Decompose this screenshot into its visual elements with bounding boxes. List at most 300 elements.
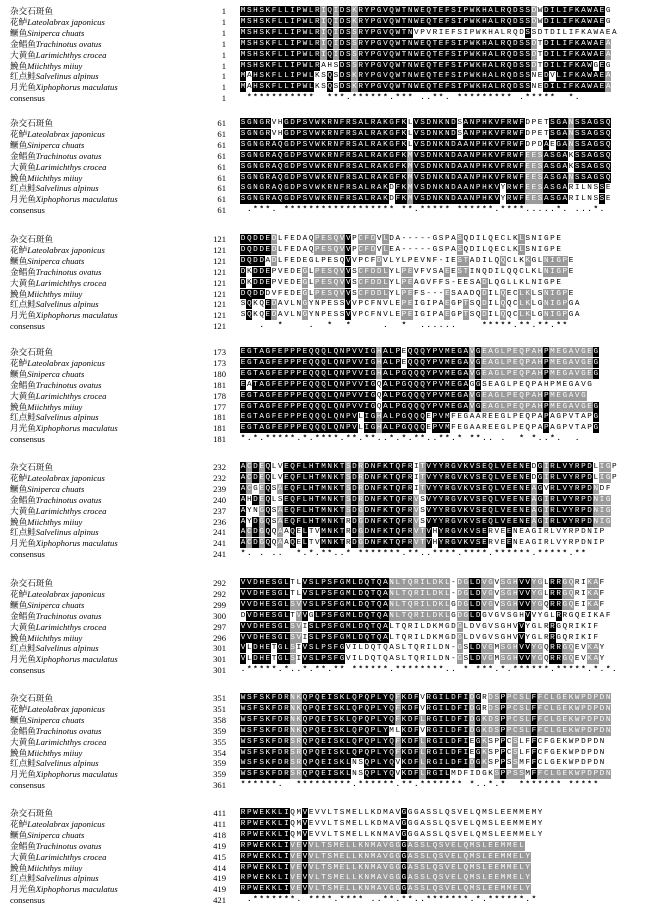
- species-name: [10, 162, 200, 172]
- species-name: [10, 71, 200, 81]
- consensus-label: consensus: [10, 895, 45, 906]
- sequence-row: [0, 369, 647, 379]
- species-name: [10, 369, 200, 379]
- sequence-residues: W S F S K F D R S R Q P Q E I S K L N S Q P L Y Q V K D F L R G I L M D F I D G K S P P S S M F F C L G E K W P D P D N: [240, 770, 611, 779]
- position-number: 354: [213, 747, 226, 758]
- sequence-residues: A C D G Q Q A A Q E L T V M N K T R D G D N F K T Q F R V T V H Y R G V K V S E R V E E N E A G I R L V Y R P D N I P: [240, 539, 605, 548]
- species-name: [10, 358, 200, 368]
- species-name-latin: Larimichthys crocea: [35, 621, 107, 632]
- species-name-cn: 月光鱼: [10, 538, 36, 549]
- position-number: 301: [213, 643, 226, 654]
- sequence-row: [0, 28, 647, 38]
- sequence-row: [0, 484, 647, 494]
- species-name-cn: 杂交石斑鱼: [10, 693, 53, 703]
- species-name-latin: Siniperca chuats: [27, 829, 85, 840]
- consensus-label: consensus: [10, 93, 45, 104]
- sequence-residues: E G T A G F E P P P E Q Q Q L Q N P V V I G Q A L P G Q Q Q Y P V M E G A V G E A G L P E Q P A H P M E G A V G E G: [240, 402, 599, 411]
- species-name-latin: Miichthys miiuy: [27, 401, 83, 412]
- sequence-row: [0, 758, 647, 768]
- sequence-row: [0, 17, 647, 27]
- species-name-cn: 红点鲑: [10, 412, 36, 423]
- species-name: [10, 473, 200, 483]
- consensus-label: consensus: [10, 205, 45, 216]
- species-name-cn: 红点鲑: [10, 299, 36, 310]
- species-name: [10, 611, 200, 621]
- species-name-latin: Lateolabrax japonicus: [27, 357, 105, 368]
- sequence-residues: D Q D D D V F E D E G L P E S Q V V S C F D D L Y L P E F S - - - E S A A D Q D I L Q E C L K L S N I G P E: [240, 289, 574, 298]
- sequence-row: [0, 267, 647, 277]
- species-name-latin: Trachinotus ovatus: [35, 725, 102, 736]
- sequence-row: [0, 462, 647, 472]
- species-name: [10, 173, 200, 183]
- sequence-row: [0, 402, 647, 412]
- species-name-cn: 月光鱼: [10, 654, 36, 665]
- position-number: 421: [213, 895, 226, 906]
- alignment-block: [0, 578, 647, 676]
- species-name-latin: Salvelinus alpinus: [35, 873, 99, 884]
- sequence-row: [0, 278, 647, 288]
- sequence-row: [0, 611, 647, 621]
- sequence-residues: M A H S K F L L I P W L K S Q S D S K R Y P G V Q W T N W E Q T E F S I P W K H A L R Q D S S N E D I L I F K A W A E A: [240, 83, 611, 92]
- consensus-symbols: * . . . . * . * . * * . . * * * * * * * * . * * . . * * * * . * * * * . * * * * * * . * * * * * . * *: [240, 549, 605, 559]
- species-name-latin: Miichthys miiuy: [27, 747, 83, 758]
- sequence-residues: W S F S K F D R S R Q P Q E I S K L Q P Q P L Y Q F K D F L R G I L D F I E G K S P P C S L F F C F G E K W P D P D N: [240, 748, 605, 757]
- position-number: 121: [213, 310, 226, 321]
- sequence-residues: R P W E K K L I V E V V L T S M E L L K N M A V G G G A S S L Q S V E L Q M S L E E M M E L Y: [240, 863, 531, 872]
- position-number: 361: [213, 780, 226, 791]
- species-name-cn: 红点鲑: [10, 643, 36, 654]
- position-number: 61: [217, 161, 226, 172]
- species-name-cn: 杂交石斑鱼: [10, 6, 53, 16]
- species-name-latin: Lateolabrax japonicus: [27, 703, 105, 714]
- species-name-latin: Larimichthys crocea: [35, 390, 107, 401]
- species-name-cn: 鮸鱼: [10, 401, 28, 412]
- consensus-row: [0, 665, 647, 675]
- sequence-row: [0, 82, 647, 92]
- sequence-row: [0, 737, 647, 747]
- sequence-residues: S Q K Q E D A V L N G Y N P E S S V V P C F N V L E P E I G I P A E G P T S Q D I L Q Q C L K L G N I G P G A: [240, 300, 580, 309]
- sequence-row: [0, 380, 647, 390]
- sequence-row: [0, 830, 647, 840]
- species-name-latin: Siniperca chuats: [27, 714, 85, 725]
- sequence-row: [0, 633, 647, 643]
- position-number: 419: [213, 840, 226, 851]
- position-number: 359: [213, 769, 226, 780]
- species-name-latin: Xiphophorus maculatus: [35, 654, 118, 665]
- position-number: 61: [217, 172, 226, 183]
- species-name: [10, 495, 200, 505]
- sequence-row: [0, 715, 647, 725]
- species-name: [10, 622, 200, 632]
- species-name-latin: Miichthys miiuy: [27, 632, 83, 643]
- sequence-residues: D V D H E S G L T V V G L P S F G M L D Q T Q A N L T Q R I L D K L G D G L D G V G V S G H V V Y G L R R G Q E I K A F: [240, 611, 611, 620]
- species-name-latin: Salvelinus alpinus: [35, 643, 99, 654]
- sequence-residues: S G N G R V H G D P S V W K R N F R S A L R A K G F K L V S D N K N D S A N P H K V F R W F D P E T S G A N S S A G S Q: [240, 129, 611, 138]
- sequence-row: [0, 495, 647, 505]
- species-name-cn: 金鲳鱼: [10, 38, 36, 49]
- sequence-residues: D Q D D E D L F E D A Q P E S Q V V P C F D V L D A - - - - - G S P A S Q D I L Q E C L K L S N I G P E: [240, 235, 561, 243]
- species-name: [10, 151, 200, 161]
- position-number: 236: [213, 516, 226, 527]
- position-number: 1: [221, 93, 226, 104]
- sequence-residues: M S H S K F L L I P W L R I Q I D S K R Y P G V Q W T N W E Q T E F S I P W K H A L R Q D S S D W D I L I F K A W A E G: [240, 17, 611, 26]
- sequence-residues: A H D E Q L S E Q F L H T M N K T S D R D N F K T Q F R V S V Y Y R G V K V S E Q L V E E N E A G I R L V Y R P D N I G: [240, 495, 611, 504]
- species-name-cn: 金鲳鱼: [10, 725, 36, 736]
- species-name-latin: Xiphophorus maculatus: [35, 884, 118, 895]
- sequence-row: [0, 643, 647, 653]
- species-name: [10, 748, 200, 758]
- species-name-cn: 杂交石斑鱼: [10, 234, 53, 244]
- sequence-residues: W S F S K F D R N K Q P Q E I S K L Q P Q P L Y Q F K D F V R G I L D F I D G R D S P P C S L F F C L G E K W P D P D N: [240, 704, 611, 713]
- position-number: 121: [213, 277, 226, 288]
- alignment-block: [0, 118, 647, 216]
- consensus-label: consensus: [10, 434, 45, 445]
- position-number: 173: [213, 347, 226, 357]
- position-number: 121: [213, 299, 226, 310]
- sequence-row: [0, 234, 647, 244]
- species-name-cn: 月光鱼: [10, 82, 36, 93]
- species-name-cn: 杂交石斑鱼: [10, 808, 53, 818]
- species-name: [10, 819, 200, 829]
- species-name-latin: Salvelinus alpinus: [35, 183, 99, 194]
- species-name-cn: 鳜鱼: [10, 829, 28, 840]
- species-name: [10, 50, 200, 60]
- position-number: 177: [213, 401, 226, 412]
- species-name: [10, 118, 200, 128]
- position-number: 1: [221, 82, 226, 93]
- species-name-cn: 大黄鱼: [10, 277, 36, 288]
- sequence-row: [0, 118, 647, 128]
- species-name-cn: 鮸鱼: [10, 747, 28, 758]
- sequence-row: [0, 310, 647, 320]
- species-name: [10, 39, 200, 49]
- sequence-residues: E G T A G F E P P P E Q Q Q L Q N P V V I G Q A L P G Q Q Q Y P V M E G A V G E A G L P E Q P A H P M E G A V G: [240, 391, 586, 400]
- sequence-residues: S G N G R A Q G D P S V W K R N F R S A L R A K G F K M V S D N K N D A A N P H K V F R W F E E S A S G A K S S A G S Q: [240, 162, 611, 171]
- position-number: 1: [221, 49, 226, 60]
- alignment-block: [0, 693, 647, 791]
- sequence-row: [0, 884, 647, 894]
- species-name-cn: 鳜鱼: [10, 599, 28, 610]
- species-name-cn: 大黄鱼: [10, 49, 36, 60]
- consensus-label: consensus: [10, 321, 45, 332]
- sequence-residues: M S H S K F L L I P W L R I Q I D S S R Y P G V Q W T N V P V R I E F S I P W K H A L R Q D S S D T D I L I F K A W A E A: [240, 28, 617, 37]
- species-name-cn: 大黄鱼: [10, 161, 36, 172]
- sequence-residues: R P W E K K L I V E V V L T S M E L L K N M A V G G G A S S L Q S V E L Q M S L E E M M E L: [240, 841, 524, 850]
- species-name: [10, 423, 200, 433]
- sequence-row: [0, 151, 647, 161]
- species-name-cn: 月光鱼: [10, 194, 36, 205]
- species-name-cn: 杂交石斑鱼: [10, 578, 53, 588]
- species-name-latin: Siniperca chuats: [27, 368, 85, 379]
- species-name: [10, 129, 200, 139]
- sequence-row: [0, 506, 647, 516]
- sequence-row: [0, 863, 647, 873]
- consensus-symbols: * . * . * * * * * . * . * * * * . * * . * * . . * . * . * * . . * * . * * * . . . * * . . * . .: [240, 434, 593, 444]
- sequence-residues: M S H S K F L L I P W L R I Q I D S S R Y P G V Q W T N W E Q T E F S I P W K H A L R Q D S S D T D I L I F K A W A E A: [240, 50, 611, 59]
- species-name-cn: 金鲳鱼: [10, 840, 36, 851]
- sequence-residues: R P W E K K L I V E V V L T S M E L L K N M A V G G G A S S L Q S V E L Q M S L E E M M E L Y: [240, 874, 531, 883]
- species-name: [10, 737, 200, 747]
- species-name-latin: Larimichthys crocea: [35, 851, 107, 862]
- species-name: [10, 527, 200, 537]
- species-name: [10, 808, 200, 818]
- position-number: 240: [213, 494, 226, 505]
- position-number: 359: [213, 725, 226, 736]
- species-name-latin: Siniperca chuats: [27, 255, 85, 266]
- sequence-residues: A C D E Q L V E Q F L H T M N K T S D R D N F K T Q F R I T V Y Y R G V K V S E Q L V E E N E D G I R L V Y R P D L I G P: [240, 463, 617, 471]
- position-number: 292: [213, 578, 226, 588]
- position-number: 239: [213, 483, 226, 494]
- species-name-cn: 月光鱼: [10, 884, 36, 895]
- sequence-row: [0, 693, 647, 703]
- sequence-row: [0, 162, 647, 172]
- sequence-row: [0, 358, 647, 368]
- consensus-row: [0, 93, 647, 103]
- species-name: [10, 589, 200, 599]
- sequence-row: [0, 140, 647, 150]
- position-number: 121: [213, 321, 226, 332]
- position-number: 241: [213, 538, 226, 549]
- species-name: [10, 310, 200, 320]
- species-name: [10, 704, 200, 714]
- sequence-row: [0, 538, 647, 548]
- position-number: 181: [213, 434, 226, 445]
- species-name-cn: 杂交石斑鱼: [10, 462, 53, 472]
- sequence-row: [0, 256, 647, 266]
- sequence-row: [0, 704, 647, 714]
- species-name: [10, 758, 200, 768]
- consensus-label: consensus: [10, 665, 45, 676]
- position-number: 1: [221, 6, 226, 16]
- position-number: 296: [213, 632, 226, 643]
- position-number: 121: [213, 255, 226, 266]
- position-number: 232: [213, 462, 226, 472]
- sequence-residues: E G T A G F E P P P E Q Q Q L Q N P V V I G H A L P E Q Q Q Y P V M E G A V G E A G L P E Q P A H P M E G A V G E G: [240, 358, 599, 367]
- species-name-cn: 鮸鱼: [10, 288, 28, 299]
- sequence-residues: V V D H E S G L S V V S L P S F G M L D Q T Q A N L T Q R I L D K L G D G L D V G V S G H V V Y G Q R R G Q E I K A F: [240, 600, 605, 609]
- sequence-row: [0, 71, 647, 81]
- consensus-symbols: . * * * * * . * . . * . * * . * * * * * * * * . * * * * * * * * . . * * * * . * . * * * * * * . * * * * * . * . * .: [240, 666, 617, 675]
- species-name-latin: Xiphophorus maculatus: [35, 423, 118, 434]
- sequence-residues: E G T A G F E P P P E Q Q Q L Q N P V L I G H A L P G Q Q Q E P V M F E G A A R E E G L P E Q P A P A G P V T A P G: [240, 424, 599, 433]
- position-number: 1: [221, 27, 226, 38]
- species-name: [10, 402, 200, 412]
- alignment-block: [0, 347, 647, 445]
- position-number: 351: [213, 693, 226, 703]
- species-name-cn: 金鲳鱼: [10, 379, 36, 390]
- position-number: 121: [213, 266, 226, 277]
- species-name-cn: 大黄鱼: [10, 621, 36, 632]
- position-number: 1: [221, 16, 226, 27]
- species-name-latin: Xiphophorus maculatus: [35, 82, 118, 93]
- consensus-row: [0, 780, 647, 790]
- position-number: 297: [213, 621, 226, 632]
- species-name: [10, 884, 200, 894]
- species-name-cn: 鮸鱼: [10, 60, 28, 71]
- species-name-latin: Lateolabrax japonicus: [27, 588, 105, 599]
- position-number: 411: [213, 818, 226, 829]
- species-name-latin: Lateolabrax japonicus: [27, 16, 105, 27]
- species-name: [10, 578, 200, 588]
- sequence-row: [0, 39, 647, 49]
- species-name-latin: Salvelinus alpinus: [35, 758, 99, 769]
- sequence-row: [0, 589, 647, 599]
- position-number: 173: [213, 357, 226, 368]
- position-number: 181: [213, 423, 226, 434]
- species-name: [10, 347, 200, 357]
- species-name-cn: 花鲈: [10, 472, 28, 483]
- sequence-residues: V L D H E T G L S I V S L P S F G V I L D Q T Q A S L T Q R I L D N - G S L D V G M S G H V V Y G Q R R G Q E V K A Y: [240, 655, 605, 664]
- sequence-row: [0, 173, 647, 183]
- species-name: [10, 462, 200, 472]
- alignment-block: [0, 808, 647, 906]
- species-name-cn: 花鲈: [10, 16, 28, 27]
- species-name-cn: 鳜鱼: [10, 255, 28, 266]
- species-name-cn: 月光鱼: [10, 310, 36, 321]
- sequence-row: [0, 473, 647, 483]
- species-name: [10, 517, 200, 527]
- species-name: [10, 194, 200, 204]
- species-name-latin: Siniperca chuats: [27, 483, 85, 494]
- species-name-cn: 鳜鱼: [10, 368, 28, 379]
- position-number: 415: [213, 851, 226, 862]
- species-name: [10, 28, 200, 38]
- species-name-cn: 鳜鱼: [10, 139, 28, 150]
- species-name: [10, 245, 200, 255]
- species-name-latin: Xiphophorus maculatus: [35, 310, 118, 321]
- species-name: [10, 600, 200, 610]
- position-number: 358: [213, 714, 226, 725]
- species-name: [10, 391, 200, 401]
- consensus-label: consensus: [10, 549, 45, 560]
- species-name-cn: 杂交石斑鱼: [10, 118, 53, 128]
- position-number: 61: [217, 128, 226, 139]
- sequence-residues: W S F S K F D R N K Q P Q E I S K L Q P Q P L Y M L K D F V R G I L D F I D G K D S P P C S L F F C L G E K W P D P D N: [240, 726, 611, 735]
- sequence-row: [0, 61, 647, 71]
- consensus-symbols: . * . * * . * . . . . . . * * * * * . * * . * * . * *: [240, 321, 587, 331]
- species-name-cn: 红点鲑: [10, 71, 36, 82]
- consensus-row: [0, 321, 647, 331]
- species-name-cn: 大黄鱼: [10, 390, 36, 401]
- species-name-latin: Salvelinus alpinus: [35, 71, 99, 82]
- species-name-cn: 红点鲑: [10, 183, 36, 194]
- species-name: [10, 289, 200, 299]
- species-name: [10, 484, 200, 494]
- position-number: 181: [213, 379, 226, 390]
- species-name-latin: Siniperca chuats: [27, 27, 85, 38]
- species-name: [10, 715, 200, 725]
- sequence-row: [0, 808, 647, 818]
- sequence-residues: V V D H E S G L S V I S L P S F G M L D Q T Q A L T Q R I L D K M G D G L D V G V S G H V V Y G L R R G Q R I K I F: [240, 633, 599, 642]
- species-name: [10, 654, 200, 664]
- species-name: [10, 6, 200, 16]
- consensus-row: [0, 434, 647, 444]
- species-name-latin: Lateolabrax japonicus: [27, 818, 105, 829]
- sequence-residues: A C D E Q L V E Q F L H T M N K T S D R D N F K T Q F R I T V Y Y R G V K V S E Q L V E E N E D G I R L V Y R P D L I G P: [240, 473, 617, 482]
- species-name-cn: 金鲳鱼: [10, 150, 36, 161]
- sequence-residues: W S F S K F D R N K Q P Q E I S K L Q P Q P L Y Q F K D F L R G I L D F I D G K D S P P C S L F F C L G E K W P D P D N: [240, 715, 611, 724]
- sequence-row: [0, 347, 647, 357]
- species-name-latin: Salvelinus alpinus: [35, 412, 99, 423]
- sequence-row: [0, 50, 647, 60]
- species-name-latin: Larimichthys crocea: [35, 505, 107, 516]
- species-name-cn: 红点鲑: [10, 527, 36, 538]
- species-name: [10, 267, 200, 277]
- sequence-row: [0, 600, 647, 610]
- species-name-cn: 花鲈: [10, 357, 28, 368]
- position-number: 61: [217, 150, 226, 161]
- species-name-latin: Trachinotus ovatus: [35, 610, 102, 621]
- sequence-residues: S G N G R A Q G D P S V W K R N F R S A L R A K D F K M V S D N K N D A A N P H K V Y R W F E E S A S G A R I L N S S E: [240, 195, 611, 204]
- sequence-residues: V V D H E S G L S V I S L P S F G M L D Q T Q A L T Q R I L D K M G D G L D V G V S G H V V Y G L R R G Q R I K I F: [240, 622, 599, 631]
- position-number: 180: [213, 368, 226, 379]
- position-number: 299: [213, 599, 226, 610]
- species-name-latin: Xiphophorus maculatus: [35, 769, 118, 780]
- sequence-row: [0, 622, 647, 632]
- sequence-row: [0, 873, 647, 883]
- sequence-residues: R P W E K K L I Q M V E V V L T S M E L L K D M A V G G G A S S L Q S V E L Q M S L E E M M E M Y: [240, 819, 543, 828]
- species-name-latin: Lateolabrax japonicus: [27, 128, 105, 139]
- sequence-residues: S G N G R A Q G D P S V W K R N F R S A L R A K G F K L V S D N K N D A A N P H K V F R W F D P D A E G A N S S A G S Q: [240, 140, 611, 149]
- sequence-residues: S G N G R A Q G D P S V W K R N F R S A L R A K G F K M V S D N K N D A A N P H K V F R W F E E S A S G A N S S A G S Q: [240, 173, 611, 182]
- consensus-row: [0, 205, 647, 215]
- species-name-latin: Salvelinus alpinus: [35, 527, 99, 538]
- position-number: 414: [213, 862, 226, 873]
- sequence-residues: V L D H E T G L S I V S L P S F G V I L D Q T Q A S L T Q R I L D N - G S L D V G M S G H V V Y G Q R R G Q E V K A Y: [240, 644, 605, 653]
- sequence-residues: E G T A G F E P P P E Q Q Q L Q N P V V I G H A L P E Q Q Q Y P V M E G A V G E A G L P E Q P A H P M E G A V G E G: [240, 348, 599, 356]
- position-number: 419: [213, 873, 226, 884]
- position-number: 61: [217, 205, 226, 216]
- sequence-residues: M A H S K F L L I P W L K S Q S D S K R Y P G V Q W T N W E Q T E F S I P W K H A L R Q D S S N E D V L I F K A W A E A: [240, 72, 611, 81]
- species-name-latin: Trachinotus ovatus: [35, 266, 102, 277]
- species-name-latin: Trachinotus ovatus: [35, 38, 102, 49]
- species-name-latin: Salvelinus alpinus: [35, 299, 99, 310]
- species-name-latin: Larimichthys crocea: [35, 736, 107, 747]
- position-number: 61: [217, 183, 226, 194]
- sequence-residues: A Y D G Q S A E Q F L H T M N K T R D G D N F K T Q F R V S V Y Y R G V K V S E Q L V E E N E A G I R L V Y R P D N I G: [240, 517, 611, 526]
- species-name-cn: 鳜鱼: [10, 483, 28, 494]
- sequence-residues: S G N G R A Q G D P S V W K R N F R S A L R A K G F K M V S D N K N D A A N P H K V F R W F E E S A S G A K S S A G S Q: [240, 151, 611, 160]
- sequence-residues: M S H S K F L L I P W L R A H S D S S R Y P G V Q W T N W E Q T E F S I P W K H A L R Q D S S D T D I L I F K A W G E G: [240, 61, 611, 70]
- sequence-residues: E G T A G F E P P P E Q Q Q L Q N P V V I G H A L P G Q Q Q Y P V M E G A V G E A G L P E Q P A H P M E G A V G E G: [240, 369, 599, 378]
- position-number: 1: [221, 71, 226, 82]
- alignment-block: [0, 234, 647, 332]
- position-number: 411: [213, 808, 226, 818]
- species-name-cn: 金鲳鱼: [10, 610, 36, 621]
- species-name-cn: 鳜鱼: [10, 27, 28, 38]
- position-number: 121: [213, 288, 226, 299]
- species-name-cn: 花鲈: [10, 818, 28, 829]
- position-number: 61: [217, 194, 226, 205]
- species-name-cn: 金鲳鱼: [10, 494, 36, 505]
- position-number: 351: [213, 703, 226, 714]
- species-name-latin: Lateolabrax japonicus: [27, 244, 105, 255]
- sequence-residues: S G N G R A Q G D P S V W K R N F R S A L R A K D F K M V S D N K N D A A N P H K V Y R W F E E S A S G A R I L N S S E: [240, 184, 611, 193]
- species-name-latin: Trachinotus ovatus: [35, 379, 102, 390]
- consensus-row: [0, 549, 647, 559]
- species-name-latin: Siniperca chuats: [27, 139, 85, 150]
- sequence-row: [0, 299, 647, 309]
- sequence-row: [0, 841, 647, 851]
- species-name-latin: Miichthys miiuy: [27, 60, 83, 71]
- species-name: [10, 256, 200, 266]
- species-name: [10, 852, 200, 862]
- sequence-residues: D Q D D A D L F E D E G L P E S Q V V P C F D V L Y L P E V N F - I E S T A D I L Q Q C L K K G L N I G P E: [240, 256, 574, 265]
- position-number: 61: [217, 118, 226, 128]
- position-number: 419: [213, 884, 226, 895]
- position-number: 292: [213, 588, 226, 599]
- species-name: [10, 82, 200, 92]
